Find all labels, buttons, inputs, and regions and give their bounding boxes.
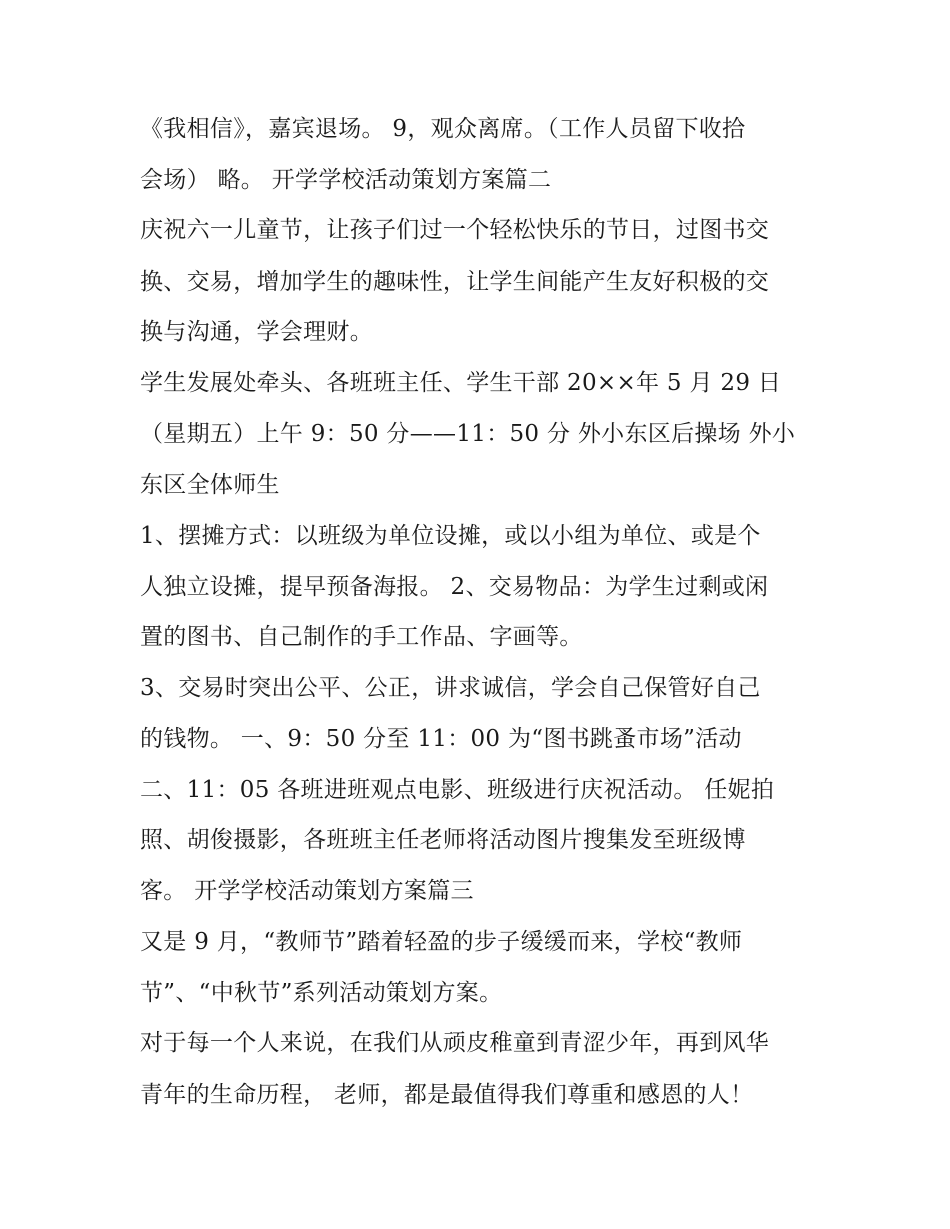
- text-line: 1、摆摊方式：以班级为单位设摊，或以小组为单位、或是个: [140, 523, 761, 549]
- text-line: 人独立设摊，提早预备海报。 2、交易物品：为学生过剩或闲: [140, 574, 769, 600]
- text-line: （星期五）上午 9：50 分——11：50 分 外小东区后操场 外小: [140, 421, 796, 447]
- text-line: 青年的生命历程， 老师，都是最值得我们尊重和感恩的人！: [140, 1082, 754, 1108]
- text-line: 《我相信》，嘉宾退场。 9，观众离席。（工作人员留下收拾: [140, 116, 746, 142]
- text-line: 庆祝六一儿童节，让孩子们过一个轻松快乐的节日，过图书交: [140, 217, 770, 243]
- text-line: 二、11：05 各班进班观点电影、班级进行庆祝活动。 任妮拍: [140, 777, 775, 803]
- text-line: 学生发展处牵头、各班班主任、学生干部 20××年 5 月 29 日: [140, 370, 782, 396]
- text-line: 换与沟通，学会理财。: [140, 319, 373, 345]
- text-line: 客。 开学学校活动策划方案篇三: [140, 878, 474, 904]
- text-line: 会场） 略。 开学学校活动策划方案篇二: [140, 167, 552, 193]
- text-line: 换、交易，增加学生的趣味性，让学生间能产生友好积极的交: [140, 269, 770, 295]
- text-line: 的钱物。 一、9：50 分至 11：00 为“图书跳蚤市场”活动: [140, 726, 742, 752]
- text-line: 节”、“中秋节”系列活动策划方案。: [140, 980, 503, 1006]
- text-line: 置的图书、自己制作的手工作品、字画等。: [140, 624, 583, 650]
- text-line: 对于每一个人来说，在我们从顽皮稚童到青涩少年，再到风华: [140, 1030, 770, 1056]
- text-line: 又是 9 月，“教师节”踏着轻盈的步子缓缓而来，学校“教师: [140, 929, 743, 955]
- text-line: 照、胡俊摄影，各班班主任老师将活动图片搜集发至班级博: [140, 827, 746, 853]
- text-line: 3、交易时突出公平、公正，讲求诚信，学会自己保管好自己: [140, 675, 761, 701]
- text-line: 东区全体师生: [140, 472, 280, 498]
